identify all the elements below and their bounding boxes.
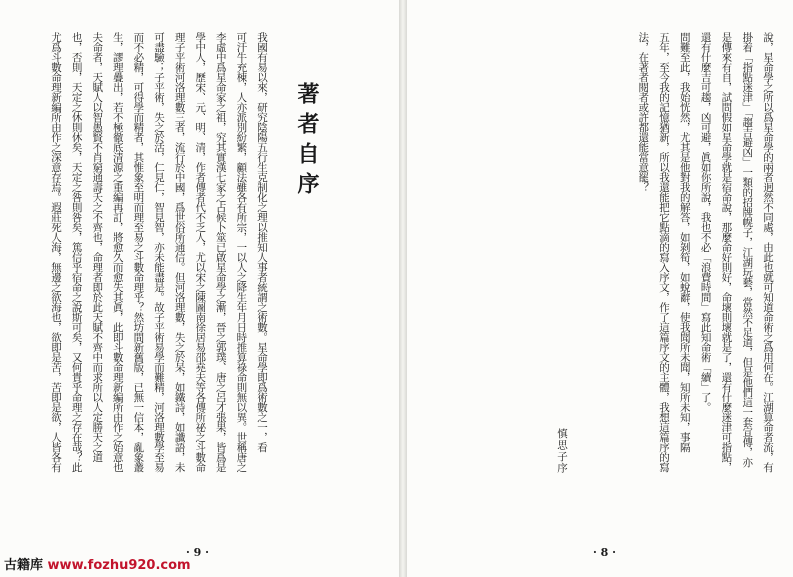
right-text-column: 問難至此，我始恍然，尤其是他對我的解答，如剝筍，如蛻辭，使我聞所未聞，知所未知，事隔 [678,32,691,452]
watermark-url: www.fozhu920.com [47,558,191,573]
preface-title: 著者自序 [294,82,320,202]
page-number-right: · 8 · [593,546,616,559]
right-text-column: 還有什麼吉可趨，凶可避，眞如你所說，我也不必「浪費時間」寫此知命術「續」了。 [699,32,712,412]
left-text-column: 李虛中爲星命家之祖，究其實漢七家之占候卜筮已啟星命學之漸，晉之郭璞、唐之呂才張果，皆爲是 [214,32,227,472]
book-gutter [399,0,407,577]
left-text-column: 我國有易以來，研究陰陽五行生克制化之理以推知人事者統謂之術數。星命學即爲術數之一，看 [256,32,268,452]
left-text-column: 而不必精，可得學而精者，其惟象至明而理至易之斗數命理乎？然坊間新舊版，已無一信本，亂象叢 [132,32,145,472]
left-text-column: 生，謬理疊出，若不極徹底清源之重編再訂，將愈久而愈失其眞，此即斗數命理新編所由作之始意也 [111,32,124,472]
author-signature: 慎思子序 [556,428,568,474]
page-number-left: · 9 · [186,546,209,559]
left-text-column: 尤爲斗數命理新編所由作之深意存焉。遐莊死人海，無邊之欲海也，欲即是苦，苦即是欲，人皆各有 [50,32,62,472]
left-text-column: 可汗牛充棟，人亦派別紛繁，顧法雖各有所宗，一以人之降生年月日時推算祿命則無以異。世稱唐之 [235,32,248,472]
right-text-column: 掛着「指點迷津」「趨吉避凶」一類的招牌幌子，江湖玩藝，當然不足道，但是他們這一套宣傳，亦 [741,32,754,467]
right-text-column: 說，星命學之所以爲星命學的兩者迥然不同處，由此也就可知道命術之爲用何在。江湖算命者流，有 [762,32,774,472]
watermark-site-name: 古籍库 [4,558,44,573]
right-page [407,0,793,577]
right-text-column: 法，在著者閱者或許都還能當意罷？ [637,32,650,192]
left-text-column: 理子平術河洛理數三者，流行於中國，爲世俗所通信。但河洛理數，失之於呆，如鐵詩，如讖語，未 [173,32,186,472]
right-text-column: 五年，至今我的記憶猶新，所以我還能把它點滴的寫入序文，作了這篇序文的主體，我想這篇序的寫 [658,32,670,472]
right-text-column: 是傳來有自，試問假如星命學就是宿命說，那麼命好則好，命壞則壞就是了，還有什麼迷津可指點， [720,32,733,472]
left-text-column: 也，否則，天定之休則休矣，天定之咎則咎矣，篤信乎宿命之說斯可矣，又何貴乎命理之存在哉？此 [70,32,83,472]
left-text-column: 學中人，歷宋、元、明、清，作者傳者代不乏人，尤以宋之陳圖南徐居易邵堯夫等各傳所祕之斗數命 [194,32,207,472]
left-text-column: 可盡驗；子平術，失之於活，仁見仁，智見智，亦未能盡是。故子平術易學而難精，河洛理數學至易 [153,32,165,472]
left-text-column: 夫命者，天賦人以智愚賢不肖窮通壽夭之不齊也，命理者即於此天賦不齊中而求所以人定勝天之道 [91,32,104,462]
site-watermark [4,554,191,573]
